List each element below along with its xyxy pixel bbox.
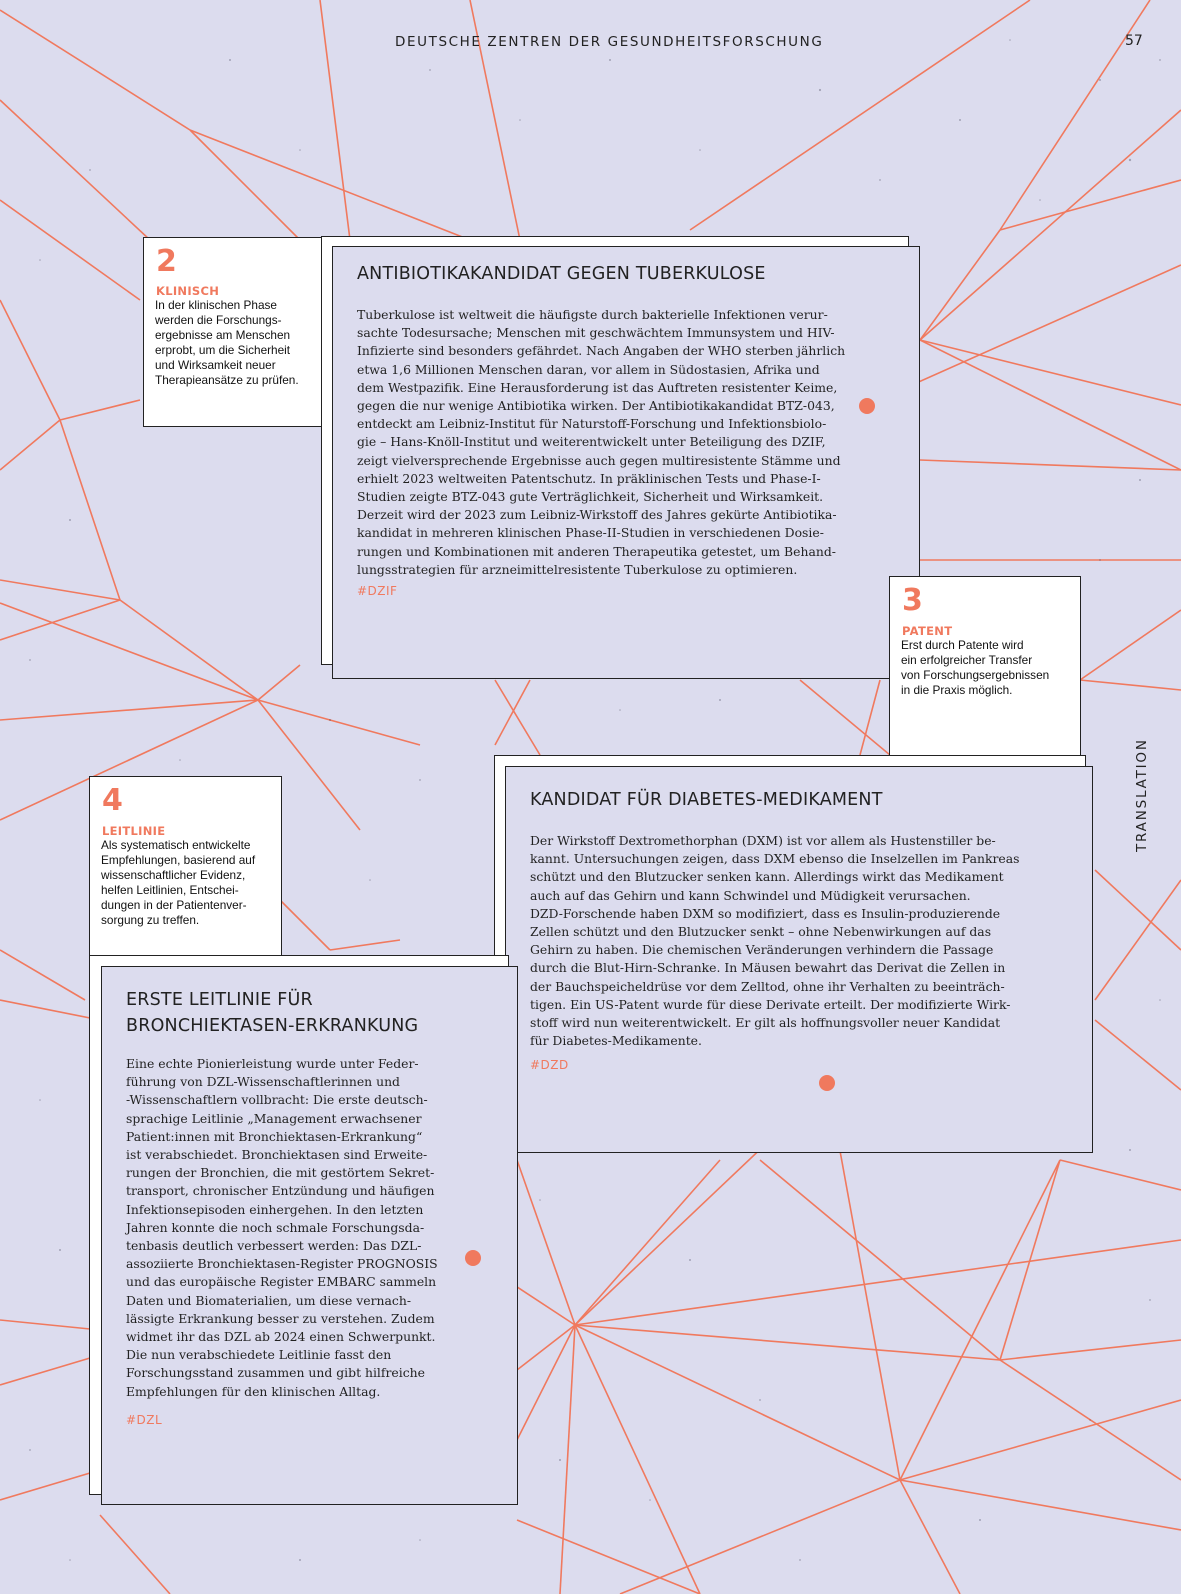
card-tuberkulose bbox=[332, 246, 920, 679]
step-number-leitlinie: 4 bbox=[102, 783, 123, 818]
card-title-diabetes: KANDIDAT FÜR DIABETES-MEDIKAMENT bbox=[530, 790, 883, 810]
step-text-patent: Erst durch Patente wird ein erfolgreicher Transfer von Forschungsergebnissen in die Praxis möglich. bbox=[901, 638, 1050, 697]
step-text-klinisch: In der klinischen Phase werden die Forschungs- ergebnisse am Menschen erprobt, um die Sicherheit und Wirksamkeit neuer Therapieansätze zu prüfen. bbox=[155, 298, 299, 387]
running-header: DEUTSCHE ZENTREN DER GESUNDHEITSFORSCHUNG bbox=[395, 34, 824, 50]
step-label-patent: PATENT bbox=[902, 624, 953, 638]
connector-dot-leitlinie bbox=[465, 1250, 481, 1266]
side-label-text: TRANSLATION bbox=[1134, 738, 1150, 852]
card-title-leitlinie: ERSTE LEITLINIE FÜR BRONCHIEKTASEN-ERKRANKUNG bbox=[126, 990, 419, 1036]
card-body-diabetes: Der Wirkstoff Dextromethorphan (DXM) ist vor allem als Hustenstiller be- kannt. Untersuchungen zeigen, dass DXM ebenso die Inselzellen im Pankreas schützt und den Blutzucker senken kann. Allerdings wirkt das Medikament auch auf das Gehirn und kann Schwindel und Müdigkeit verursachen. DZD-Forschende haben DXM so modifiziert, dass es Insulin-produzierende Zellen schützt und den Blutzucker senkt – ohne Nebenwirkungen auf das Gehirn zu haben. Die chemischen Veränderungen verhindern die Passage durch die Blut-Hirn-Schranke. In Mäusen bewahrt das Derivat die Zellen in der Bauchspeicheldrüse vor dem Zelltod, ohne ihr Verhalten zu beeinträch- tigen. Ein US-Patent wurde für diese Derivate erteilt. Der modifizierte Wirk- stoff wird nun weiterentwickelt. Er gilt als hoffnungsvoller neuer Kandidat für Diabetes-Medikamente. bbox=[530, 833, 1020, 1049]
step-text-leitlinie: Als systematisch entwickelte Empfehlungen, basierend auf wissenschaftlicher Evidenz, helfen Leitlinien, Entschei- dungen in der Patientenver- sorgung zu treffen. bbox=[101, 838, 256, 927]
step-label-leitlinie: LEITLINIE bbox=[102, 824, 166, 838]
card-body-tuberkulose: Tuberkulose ist weltweit die häufigste durch bakterielle Infektionen verur- sachte Todesursache; Menschen mit geschwächtem Immunsystem und HIV- Infizierte sind besonders gefährdet. Nach Angaben der WHO sterben jährlich etwa 1,6 Millionen Menschen daran, vor allem in Südostasien, Afrika und dem Westpazifik. Eine Herausforderung ist das Auftreten resistenter Keime, gegen die nur wenige Antibiotika wirken. Der Antibiotikakandidat BTZ-043, entdeckt am Leibniz-Institut für Naturstoff-Forschung und Infektionsbiolo- gie – Hans-Knöll-Institut und weiterentwickelt unter Beteiligung des DZIF, zeigt vielversprechende Ergebnisse auch gegen multiresistente Stämme und erhielt 2023 weltweiten Patentschutz. In präklinischen Tests und Phase-I- Studien zeigte BTZ-043 gute Verträglichkeit, Sicherheit und Wirksamkeit. Derzeit wird der 2023 zum Leibniz-Wirkstoff des Jahres gekürte Antibiotika- kandidat in mehreren klinischen Phase-II-Studien in verschiedenen Dosie- rungen und Kombinationen mit anderen Therapeutika getestet, um Behand- lungsstrategien für arzneimittelresistente Tuberkulose zu optimieren. bbox=[357, 307, 846, 577]
card-diabetes bbox=[505, 766, 1093, 1153]
step-number-klinisch: 2 bbox=[156, 244, 177, 279]
card-tag-diabetes: #DZD bbox=[530, 1058, 569, 1072]
step-label-klinisch: KLINISCH bbox=[156, 284, 220, 298]
connector-dot-tuberkulose bbox=[859, 398, 875, 414]
card-tag-tuberkulose: #DZIF bbox=[357, 584, 398, 598]
page-number: 57 bbox=[1125, 33, 1143, 49]
connector-dot-diabetes bbox=[819, 1075, 835, 1091]
step-number-patent: 3 bbox=[902, 583, 923, 618]
card-tag-leitlinie: #DZL bbox=[126, 1413, 163, 1427]
card-title-tuberkulose: ANTIBIOTIKAKANDIDAT GEGEN TUBERKULOSE bbox=[357, 264, 766, 284]
card-body-leitlinie: Eine echte Pionierleistung wurde unter Feder- führung von DZL-Wissenschaftlerinnen und -Wissenschaftlern vollbracht: Die erste deutsch- sprachige Leitlinie „Management erwachsener Patient:innen mit Bronchiektasen-Erkrankung“ ist verabschiedet. Bronchiektasen sind Erweite- rungen der Bronchien, die mit gestörtem Sekret- transport, chronischer Entzündung und häufigen Infektionsepisoden einhergehen. In den letzten Jahren konnte die noch schmale Forschungsda- tenbasis deutlich verbessert werden: Das DZL- assoziierte Bronchiektasen-Register PROGNOSIS und das europäische Register EMBARC sammeln Daten und Biomaterialien, um diese vernach- lässigte Erkrankung besser zu verstehen. Zudem widmet ihr das DZL ab 2024 einen Schwerpunkt. Die nun verabschiedete Leitlinie fasst den Forschungsstand zusammen und gibt hilfreiche Empfehlungen für den klinischen Alltag. bbox=[126, 1056, 438, 1399]
card-leitlinie bbox=[101, 966, 518, 1505]
